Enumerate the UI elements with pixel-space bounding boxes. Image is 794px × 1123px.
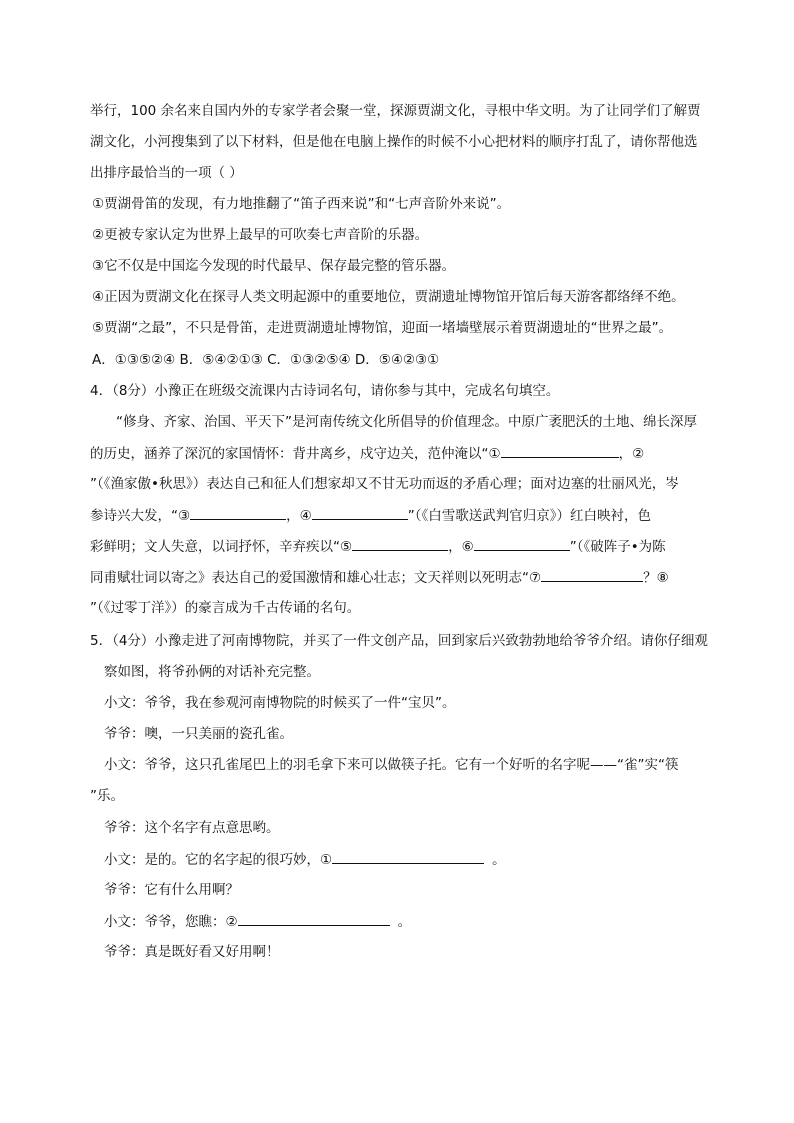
q4-line-6-text-b: ？⑧ xyxy=(643,570,669,586)
dialogue-blank-1[interactable] xyxy=(332,849,484,864)
q5-dialogue-5 xyxy=(104,849,506,870)
q3-intro-line-2: 湖文化，小河搜集到了以下材料，但是他在电脑上操作的时候不小心把材料的顺序打乱了，请你帮他选 xyxy=(90,134,698,150)
q5-dialogue-1: 小文：爷爷，我在参观河南博物院的时候买了一件“宝贝”。 xyxy=(104,695,456,711)
q5-dialogue-3-cont: ”乐。 xyxy=(90,788,124,804)
q4-line-5-text-b: ，⑥ xyxy=(448,539,474,555)
q4-line-4-text-b: ，④ xyxy=(286,508,312,524)
q5-dialogue-5-text: 小文：是的。它的名字起的很巧妙，① xyxy=(104,852,333,868)
q5-dialogue-4: 爷爷：这个名字有点意思哟。 xyxy=(104,820,280,836)
q3-options: A．①③⑤②④ B．⑤④②①③ C．①③②⑤④ D．⑤④②③① xyxy=(92,352,440,368)
q3-item-4: ④正因为贾湖文化在探寻人类文明起源中的重要地位，贾湖遗址博物馆开馆后每天游客都络绎不绝。 xyxy=(92,289,685,305)
q4-line-5 xyxy=(90,536,666,557)
q4-line-3: ”（《渔家傲•秋思》）表达自己和征人们想家却又不甘无功而返的矛盾心理；面对边塞的壮丽风光，岑 xyxy=(90,476,679,492)
q5-dialogue-8: 爷爷：真是既好看又好用啊！ xyxy=(104,944,280,960)
q4-line-5-text: 彩鲜明；文人失意，以词抒怀，辛弃疾以“⑤ xyxy=(90,539,353,555)
q4-line-6-text: 同甫赋壮词以寄之》表达自己的爱国激情和雄心壮志；文天祥则以死明志“⑦ xyxy=(90,570,542,586)
q4-line-2-text: 的历史，涵养了深沉的家国情怀：背井离乡，戍守边关，范仲淹以“① xyxy=(90,446,501,462)
q5-dialogue-7-text: 小文：爷爷，您瞧：② xyxy=(104,914,238,930)
answer-blank-5[interactable] xyxy=(352,536,448,551)
q5-dialogue-7 xyxy=(104,911,411,932)
q4-line-5-text-c: ”（《破阵子•为陈 xyxy=(569,539,666,555)
q4-header: 4．（8分）小豫正在班级交流课内古诗词名句，请你参与其中，完成名句填空。 xyxy=(90,383,560,399)
answer-blank-7[interactable] xyxy=(541,567,643,582)
q4-line-4 xyxy=(90,505,651,526)
q4-line-4-text: 参诗兴大发，“③ xyxy=(90,508,191,524)
q5-dialogue-5-end: 。 xyxy=(492,852,506,868)
q4-line-1: “修身、齐家、治国、平天下”是河南传统文化所倡导的价值理念。中原广袤肥沃的土地、绵长深厚 xyxy=(116,414,697,430)
answer-blank-6[interactable] xyxy=(474,536,570,551)
q3-item-1: ①贾湖骨笛的发现，有力地推翻了“笛子西来说”和“七声音阶外来说”。 xyxy=(92,196,511,212)
q3-intro-line-3: 出排序最恰当的一项（ ） xyxy=(90,165,243,181)
q4-line-2 xyxy=(90,443,644,464)
q5-dialogue-3: 小文：爷爷，这只孔雀尾巴上的羽毛拿下来可以做筷子托。它有一个好听的名字呢——“雀”实“筷 xyxy=(104,757,679,773)
q3-item-2: ②更被专家认定为世界上最早的可吹奏七声音阶的乐器。 xyxy=(92,227,429,243)
q3-intro-line-1: 举行，100 余名来自国内外的专家学者会聚一堂，探源贾湖文化，寻根中华文明。为了让同学们了解贾 xyxy=(90,103,701,119)
answer-blank-3[interactable] xyxy=(190,505,286,520)
q4-line-2-text-b: ，② xyxy=(618,446,645,462)
q5-header-2: 察如图，将爷孙俩的对话补充完整。 xyxy=(104,664,320,680)
q3-item-5: ⑤贾湖“之最”，不只是骨笛，走进贾湖遗址博物馆，迎面一堵墙壁展示着贾湖遗址的“世界之最”。 xyxy=(92,320,673,336)
dialogue-blank-2[interactable] xyxy=(238,911,390,926)
q5-dialogue-2: 爷爷：噢，一只美丽的瓷孔雀。 xyxy=(104,726,293,742)
q3-item-3: ③它不仅是中国迄今发现的时代最早、保存最完整的管乐器。 xyxy=(92,258,456,274)
q4-line-7: ”（《过零丁洋》）的豪言成为千古传诵的名句。 xyxy=(90,600,361,616)
q5-dialogue-7-end: 。 xyxy=(397,914,412,930)
answer-blank-1[interactable] xyxy=(501,443,619,458)
q4-line-4-text-c: ”（《白雪歌送武判官归京》）红白映衬，色 xyxy=(407,508,651,524)
q5-header-1: 5．（4分）小豫走进了河南博物院，并买了一件文创产品，回到家后兴致勃勃地给爷爷介绍。请你仔细观 xyxy=(90,633,708,649)
answer-blank-4[interactable] xyxy=(312,505,408,520)
q5-dialogue-6: 爷爷：它有什么用啊？ xyxy=(104,882,239,898)
q4-line-6 xyxy=(90,567,669,588)
